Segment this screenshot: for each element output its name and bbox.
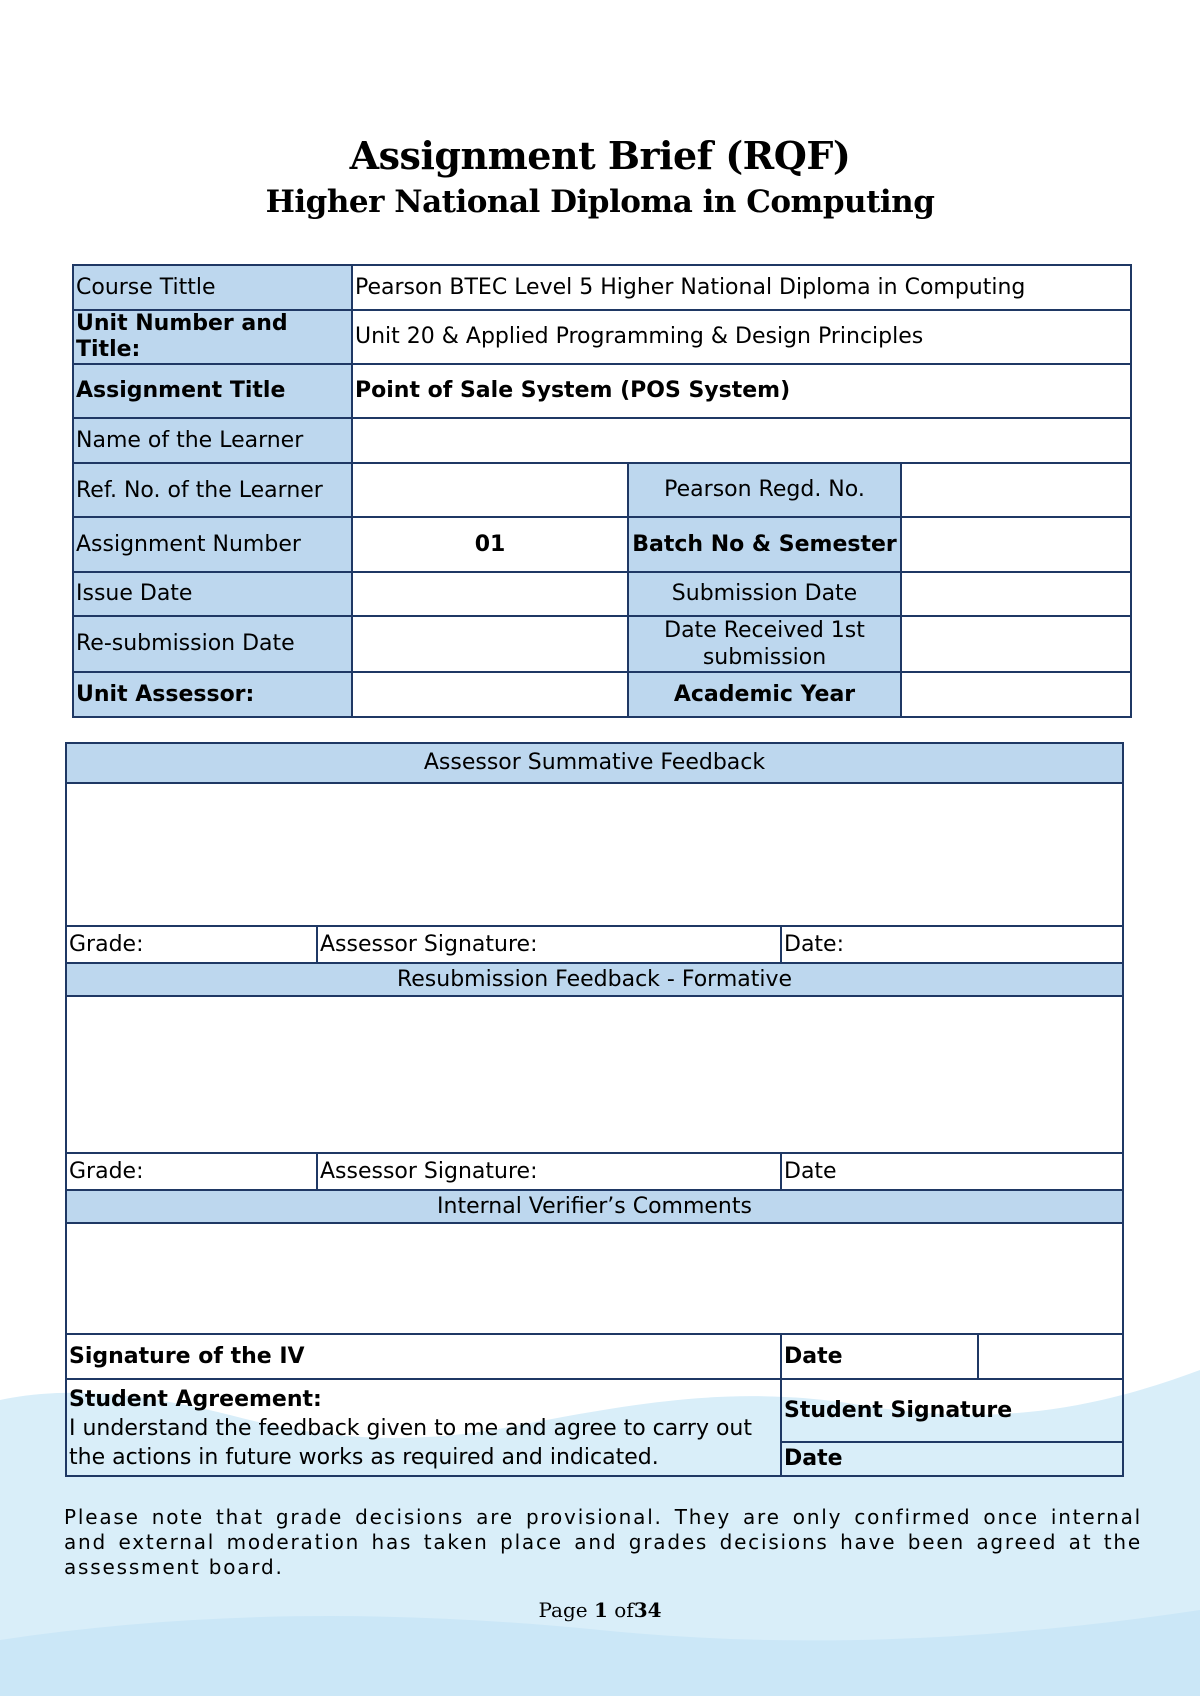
table-row	[66, 926, 1123, 963]
unit-assessor-label: Unit Assessor:	[73, 672, 352, 717]
date-received-field[interactable]	[901, 616, 1131, 672]
table-row	[73, 672, 1131, 717]
submission-date-field[interactable]	[901, 572, 1131, 616]
student-agreement-cell	[66, 1379, 781, 1476]
student-agreement-title: Student Agreement:	[69, 1387, 322, 1412]
table-row	[73, 310, 1131, 364]
page-footer	[0, 1598, 1200, 1622]
course-title-value: Pearson BTEC Level 5 Higher National Diploma in Computing	[352, 265, 1131, 310]
learner-name-label: Name of the Learner	[73, 418, 352, 463]
table-row	[73, 418, 1131, 463]
table-row	[66, 963, 1123, 996]
assignment-title-label: Assignment Title	[73, 364, 352, 418]
internal-verifier-header: Internal Verifier’s Comments	[66, 1190, 1123, 1223]
resubmission-feedback-area[interactable]	[66, 996, 1123, 1153]
table-row	[66, 1190, 1123, 1223]
table-row	[66, 743, 1123, 783]
academic-year-field[interactable]	[901, 672, 1131, 717]
assignment-number-label: Assignment Number	[73, 517, 352, 572]
table-row	[66, 1153, 1123, 1190]
table-row	[73, 517, 1131, 572]
resubmission-date-field[interactable]	[352, 616, 628, 672]
table-row	[73, 616, 1131, 672]
learner-name-field[interactable]	[352, 418, 1131, 463]
provisional-grade-note: Please note that grade decisions are provisional. They are only confirmed once internal and external moderation has taken place and grades decisions have been agreed at the assessment board.	[64, 1505, 1142, 1579]
summative-feedback-area[interactable]	[66, 783, 1123, 926]
pearson-regd-field[interactable]	[901, 463, 1131, 517]
page-current: 1	[593, 1598, 608, 1622]
feedback-table	[65, 742, 1124, 1477]
iv-date-field[interactable]	[978, 1334, 1123, 1379]
table-row	[73, 364, 1131, 418]
batch-semester-field[interactable]	[901, 517, 1131, 572]
table-row	[66, 1379, 1123, 1442]
date-label: Date:	[781, 926, 1123, 963]
document-title: Assignment Brief (RQF)	[349, 133, 851, 178]
date-received-label: Date Received 1st submission	[628, 616, 901, 672]
table-row	[66, 996, 1123, 1153]
learner-ref-label: Ref. No. of the Learner	[73, 463, 352, 517]
student-date-label: Date	[781, 1442, 1123, 1476]
assignment-number-value: 01	[352, 517, 628, 572]
assignment-title-value: Point of Sale System (POS System)	[352, 364, 1131, 418]
table-row	[73, 572, 1131, 616]
issue-date-label: Issue Date	[73, 572, 352, 616]
submission-date-label: Submission Date	[628, 572, 901, 616]
table-row	[66, 1334, 1123, 1379]
unit-assessor-field[interactable]	[352, 672, 628, 717]
table-row	[73, 463, 1131, 517]
summative-feedback-header: Assessor Summative Feedback	[66, 743, 1123, 783]
internal-verifier-comments-area[interactable]	[66, 1223, 1123, 1334]
batch-semester-label: Batch No & Semester	[628, 517, 901, 572]
course-title-label: Course Tittle	[73, 265, 352, 310]
assignment-info-table	[72, 264, 1132, 718]
unit-number-value: Unit 20 & Applied Programming & Design Principles	[352, 310, 1131, 364]
page-word: Page	[538, 1598, 588, 1622]
table-row	[66, 783, 1123, 926]
date-label: Date	[781, 1153, 1123, 1190]
assessor-signature-label: Assessor Signature:	[317, 926, 781, 963]
unit-number-label: Unit Number and Title:	[73, 310, 352, 364]
student-signature-label: Student Signature	[781, 1379, 1123, 1442]
issue-date-field[interactable]	[352, 572, 628, 616]
learner-ref-field[interactable]	[352, 463, 628, 517]
page-total: 34	[633, 1598, 662, 1622]
document-subtitle: Higher National Diploma in Computing	[265, 184, 935, 220]
table-row	[73, 265, 1131, 310]
iv-signature-label: Signature of the IV	[66, 1334, 781, 1379]
iv-date-label: Date	[781, 1334, 978, 1379]
academic-year-label: Academic Year	[628, 672, 901, 717]
grade-label: Grade:	[66, 926, 317, 963]
resubmission-date-label: Re-submission Date	[73, 616, 352, 672]
pearson-regd-label: Pearson Regd. No.	[628, 463, 901, 517]
grade-label: Grade:	[66, 1153, 317, 1190]
of-word: of	[614, 1598, 634, 1622]
student-agreement-text: I understand the feedback given to me and agree to carry out the actions in future works as required and indicated.	[69, 1416, 752, 1470]
table-row	[66, 1223, 1123, 1334]
assessor-signature-label: Assessor Signature:	[317, 1153, 781, 1190]
resubmission-feedback-header: Resubmission Feedback - Formative	[66, 963, 1123, 996]
